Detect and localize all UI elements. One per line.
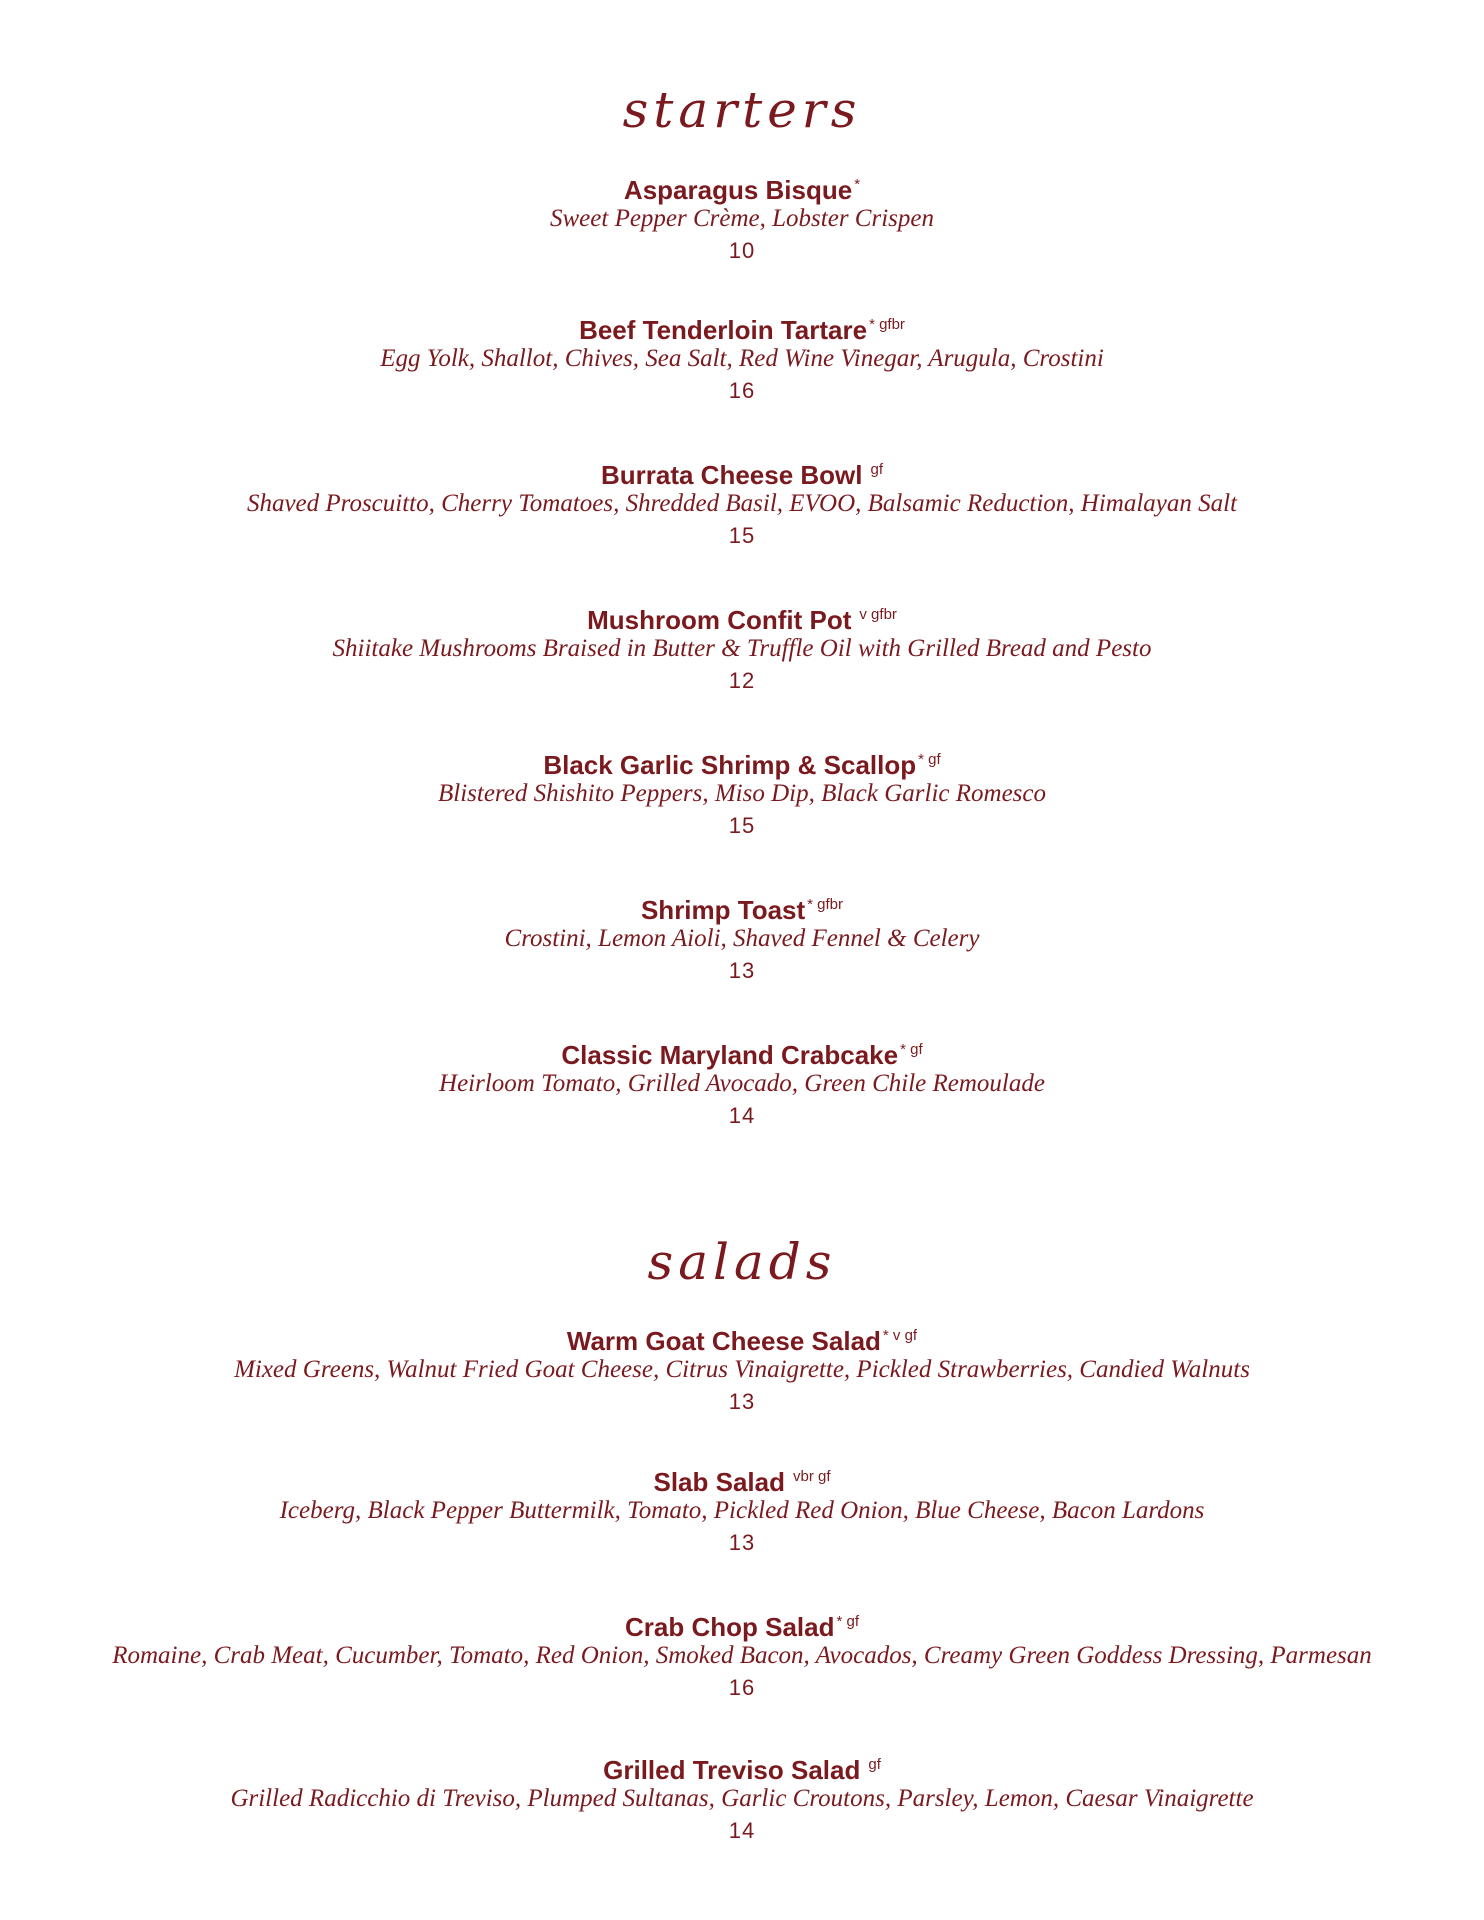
- item-price: 12: [728, 668, 756, 693]
- item-dietary-marks: * v gf: [882, 1327, 918, 1344]
- item-dietary-marks: * gf: [836, 1613, 859, 1630]
- item-description: Sweet Pepper Crème, Lobster Crispen: [550, 205, 934, 232]
- item-name: Classic Maryland Crabcake: [561, 1040, 899, 1070]
- section-title: starters: [622, 81, 862, 139]
- item-price: 14: [728, 1103, 756, 1128]
- item-dietary-marks: * gf: [918, 751, 941, 768]
- item-name: Warm Goat Cheese Salad: [566, 1326, 881, 1356]
- item-description: Shaved Proscuitto, Cherry Tomatoes, Shredded Basil, EVOO, Balsamic Reduction, Himalayan Salt: [246, 490, 1238, 517]
- item-description: Crostini, Lemon Aioli, Shaved Fennel & Celery: [504, 925, 980, 952]
- item-name: Asparagus Bisque: [623, 175, 853, 205]
- item-description: Iceberg, Black Pepper Buttermilk, Tomato, Pickled Red Onion, Blue Cheese, Bacon Lardons: [279, 1497, 1205, 1524]
- item-description: Heirloom Tomato, Grilled Avocado, Green Chile Remoulade: [439, 1070, 1045, 1097]
- item-dietary-marks: *: [854, 176, 861, 193]
- item-price: 16: [728, 378, 756, 403]
- section-salads-heading: [0, 1232, 1484, 1292]
- item-dietary-marks: * gfbr: [869, 316, 905, 333]
- item-name: Mushroom Confit Pot: [587, 605, 852, 635]
- item-price: 15: [728, 813, 756, 838]
- item-description: Romaine, Crab Meat, Cucumber, Tomato, Red Onion, Smoked Bacon, Avocados, Creamy Green Goddess Dressing, Parmesan: [112, 1642, 1372, 1669]
- menu-item: [0, 168, 1484, 266]
- item-name: Black Garlic Shrimp & Scallop: [543, 750, 917, 780]
- item-name: Crab Chop Salad: [625, 1612, 835, 1642]
- item-name: Grilled Treviso Salad: [603, 1755, 861, 1785]
- item-name: Shrimp Toast: [640, 895, 806, 925]
- item-name: Slab Salad: [653, 1467, 785, 1497]
- item-price: 10: [728, 238, 756, 263]
- menu-item: [0, 308, 1484, 406]
- item-description: Shiitake Mushrooms Braised in Butter & Truffle Oil with Grilled Bread and Pesto: [332, 635, 1152, 662]
- item-price: 16: [728, 1675, 756, 1700]
- item-name: Beef Tenderloin Tartare: [579, 315, 868, 345]
- item-description: Mixed Greens, Walnut Fried Goat Cheese, Citrus Vinaigrette, Pickled Strawberries, Candied Walnuts: [234, 1356, 1250, 1383]
- item-dietary-marks: vbr gf: [792, 1468, 831, 1485]
- item-dietary-marks: * gf: [900, 1041, 923, 1058]
- menu-item: [0, 1748, 1484, 1846]
- menu-item: [0, 598, 1484, 696]
- menu-item: [0, 1319, 1484, 1417]
- menu-item: [0, 1033, 1484, 1131]
- item-price: 14: [728, 1818, 756, 1843]
- item-price: 13: [728, 958, 756, 983]
- menu-item: [0, 888, 1484, 986]
- item-dietary-marks: v gfbr: [859, 606, 897, 623]
- menu-item: [0, 743, 1484, 841]
- item-price: 15: [728, 523, 756, 548]
- menu-item: [0, 453, 1484, 551]
- item-description: Blistered Shishito Peppers, Miso Dip, Black Garlic Romesco: [438, 780, 1046, 807]
- item-price: 13: [728, 1530, 756, 1555]
- item-dietary-marks: * gfbr: [807, 896, 844, 913]
- section-starters-heading: [0, 80, 1484, 140]
- item-dietary-marks: gf: [868, 1756, 881, 1773]
- section-title: salads: [647, 1233, 837, 1291]
- item-name: Burrata Cheese Bowl: [600, 460, 863, 490]
- item-description: Grilled Radicchio di Treviso, Plumped Sultanas, Garlic Croutons, Parsley, Lemon, Caesar Vinaigrette: [230, 1785, 1254, 1812]
- menu-item: [0, 1460, 1484, 1558]
- item-price: 13: [728, 1389, 756, 1414]
- menu-item: [0, 1605, 1484, 1703]
- item-description: Egg Yolk, Shallot, Chives, Sea Salt, Red Wine Vinegar, Arugula, Crostini: [380, 345, 1104, 372]
- item-dietary-marks: gf: [870, 461, 884, 478]
